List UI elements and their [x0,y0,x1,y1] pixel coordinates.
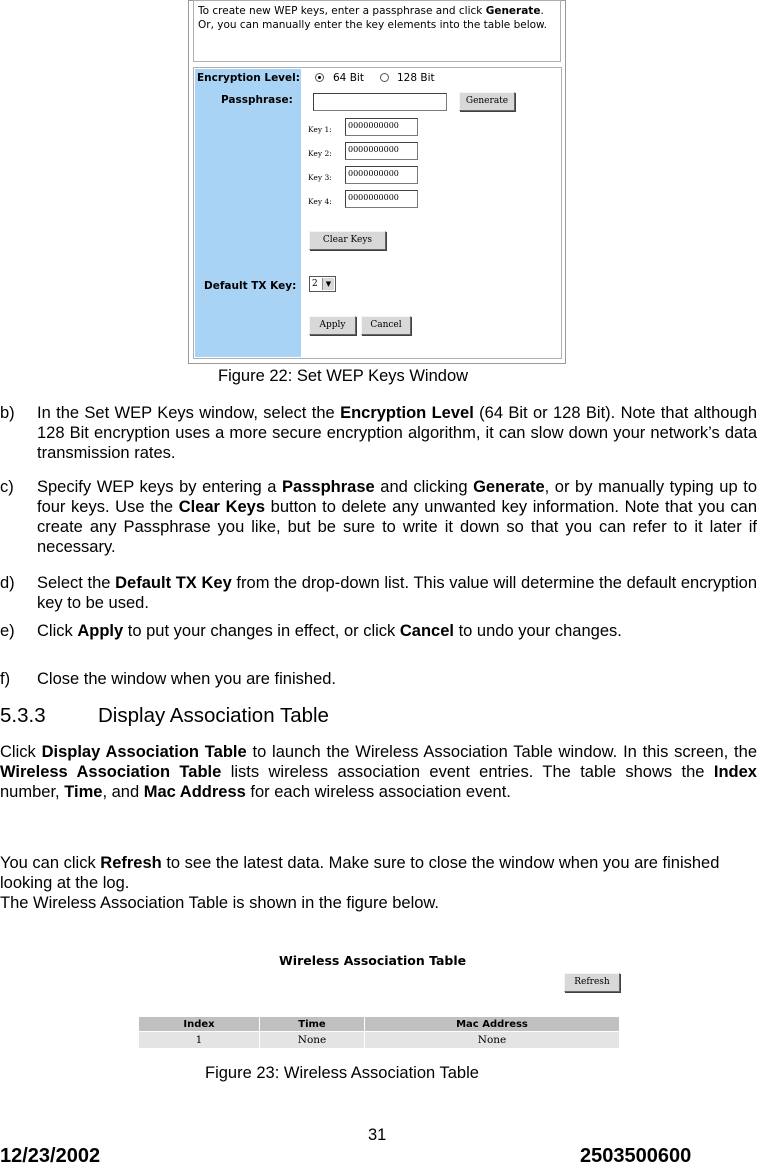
step-f [0,669,758,691]
cancel-button[interactable]: Cancel [361,316,411,335]
paragraph-association-table: Click Display Association Table to launch the Wireless Association Table window. In this screen, the Wireless Association Table lists wireless association event entries. The table shows the Index number, Time, and Mac Address for each wireless association event. [0,743,757,801]
step-marker: d) [0,574,15,592]
step-text: Specify WEP keys by entering a Passphrase and clicking Generate, or by manually typing up to four keys. Use the Clear Keys button to delete any unwanted key information. Note that you can create any Passphrase you like, but be sure to write it down so that you can refer to it later if necessary. [37,478,757,556]
wireless-association-table [138,1016,620,1049]
step-marker: b) [0,404,15,422]
figure-22-caption: Figure 22: Set WEP Keys Window [218,367,469,385]
step-text: Select the Default TX Key from the drop-down list. This value will determine the default encryption key to be used. [37,574,757,612]
key-3-input[interactable]: 0000000000 [345,166,418,184]
step-marker: e) [0,622,15,640]
default-tx-key-select[interactable] [309,276,336,292]
key-2-input[interactable]: 0000000000 [345,142,418,160]
refresh-button[interactable]: Refresh [564,973,620,992]
column-header-mac-address: Mac Address [365,1017,620,1032]
key-1-input[interactable]: 0000000000 [345,118,418,136]
section-number: 5.3.3 [0,704,46,727]
key-1-label: Key 1: [308,125,332,134]
wep-label-column [195,69,301,357]
instruction-line-2: Or, you can manually enter the key elements into the table below. [198,19,547,31]
instruction-text: To create new WEP keys, enter a passphrase and click [198,5,486,17]
clear-keys-button[interactable]: Clear Keys [309,231,386,250]
encryption-level-label: Encryption Level: [197,72,300,84]
page-number: 31 [368,1126,387,1144]
default-tx-key-label: Default TX Key: [204,280,297,292]
section-title: Display Association Table [98,704,329,727]
column-header-time: Time [260,1017,365,1032]
radio-64-bit-label: 64 Bit [333,72,364,84]
key-4-input[interactable]: 0000000000 [345,190,418,208]
step-marker: c) [0,478,14,496]
cell-index: 1 [139,1032,260,1049]
step-marker: f) [0,670,11,688]
footer-document-number: 2503500600 [580,1145,692,1167]
step-e [0,621,758,663]
passphrase-input[interactable] [313,93,447,111]
wep-instructions [193,0,561,62]
apply-button[interactable]: Apply [309,316,356,335]
figure-23-caption: Figure 23: Wireless Association Table [205,1064,479,1082]
key-3-label: Key 3: [308,173,332,182]
passphrase-label: Passphrase: [221,94,293,106]
chevron-down-icon: ▼ [322,278,334,290]
step-text: Close the window when you are finished. [37,670,337,688]
default-tx-key-value: 2 [312,279,318,289]
wat-window-title: Wireless Association Table [279,953,467,968]
cell-mac-address: None [365,1032,620,1049]
table-row [139,1032,620,1049]
radio-128-bit-label: 128 Bit [397,72,435,84]
key-2-label: Key 2: [308,149,332,158]
key-4-label: Key 4: [308,197,332,206]
footer-date: 12/23/2002 [0,1145,101,1167]
step-text: In the Set WEP Keys window, select the Encryption Level (64 Bit or 128 Bit). Note that although 128 Bit encryption uses a more secure encryption algorithm, it can slow down your network’s data transmission rates. [37,404,757,462]
instruction-suffix: . [540,5,544,17]
step-d [0,573,758,615]
step-b [0,403,758,483]
column-header-index: Index [139,1017,260,1032]
radio-64-bit[interactable] [315,73,324,82]
step-c [0,477,758,559]
cell-time: None [260,1032,365,1049]
table-header-row [139,1017,620,1032]
generate-button[interactable]: Generate [459,92,515,111]
radio-128-bit[interactable] [380,73,389,82]
step-text: Click Apply to put your changes in effect, or click Cancel to undo your changes. [37,622,622,640]
paragraph-refresh: You can click Refresh to see the latest data. Make sure to close the window when you are finished looking at the log. The Wireless Association Table is shown in the figure below. [0,854,720,912]
instruction-bold: Generate [485,5,541,17]
